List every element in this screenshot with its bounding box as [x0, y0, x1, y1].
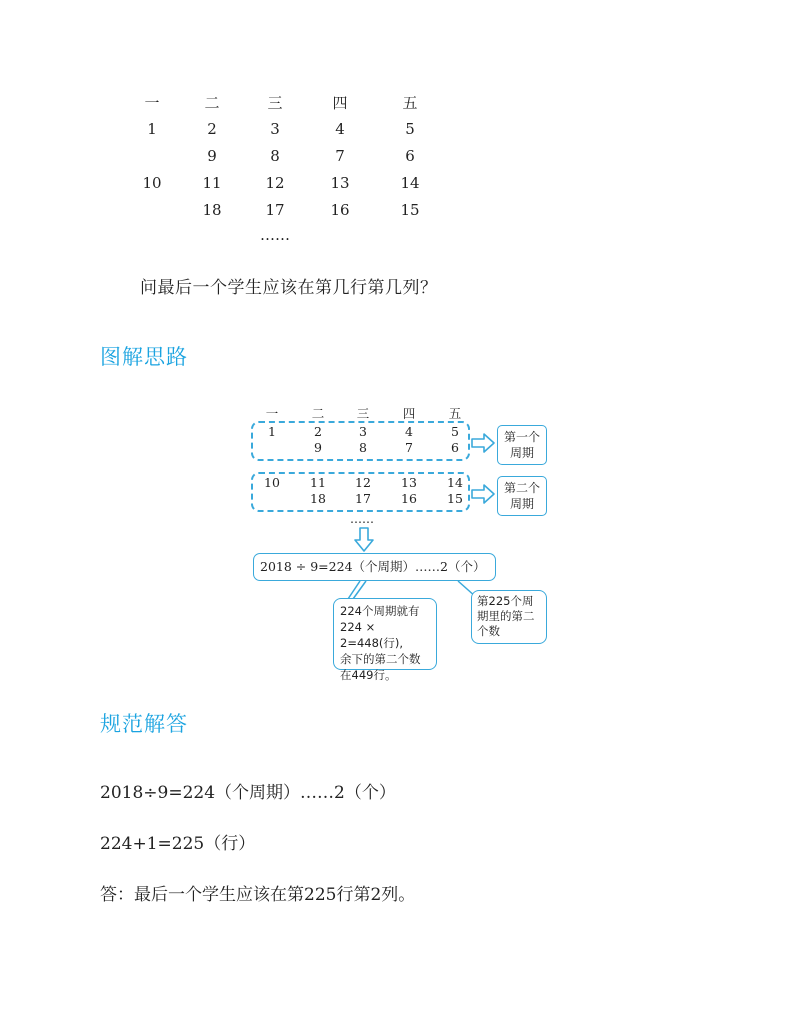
callout-line: 期里的第二	[477, 609, 535, 623]
diagram-header: 四	[402, 406, 416, 421]
diagram-cell: 14	[447, 475, 463, 490]
diagram-header: 三	[356, 406, 370, 421]
period-label-line: 周期	[509, 446, 534, 460]
period-label-2	[497, 476, 547, 516]
table-cell: 2	[207, 120, 217, 138]
callout-line: 个数	[477, 624, 500, 638]
diagram-cell: 6	[451, 440, 459, 455]
callout-right	[471, 590, 547, 644]
diagram-cell: 4	[405, 424, 413, 439]
table-cell: 16	[330, 201, 350, 219]
table-cell: 17	[265, 201, 285, 219]
diagram-heading: 图解思路	[100, 345, 188, 369]
diagram-header: 一	[265, 406, 279, 421]
table-cell: 6	[405, 147, 415, 165]
question-text: 问最后一个学生应该在第几行第几列？	[140, 278, 438, 298]
diagram-cell: 15	[447, 491, 463, 506]
callout-left	[333, 598, 437, 682]
period-label-line: 第二个	[503, 481, 540, 495]
diagram-ellipsis: ……	[350, 512, 374, 526]
table-cell: 1	[147, 120, 157, 138]
table-header: 五	[402, 94, 418, 112]
table-cell: 10	[142, 174, 162, 192]
diagram-cell: 18	[310, 491, 326, 506]
formula-box: 2018 ÷ 9=224（个周期）……2（个）	[253, 553, 496, 581]
answer-line: 答：最后一个学生应该在第225行第2列。	[100, 885, 416, 905]
table-cell: 12	[265, 174, 285, 192]
table-header: 三	[267, 94, 283, 112]
diagram-cell: 3	[359, 424, 367, 439]
table-cell: 13	[330, 174, 350, 192]
diagram-cell: 2	[314, 424, 322, 439]
callout-line: 224个周期就有	[340, 604, 420, 618]
solution-line-1: 2018÷9=224（个周期）……2（个）	[100, 783, 396, 803]
table-cell: 14	[400, 174, 420, 192]
table-header: 二	[204, 94, 220, 112]
callout-line: 余下的第二个数	[340, 652, 421, 666]
diagram-cell: 16	[401, 491, 417, 506]
solution-heading: 规范解答	[100, 712, 188, 736]
diagram-cell: 8	[359, 440, 367, 455]
table-cell: 4	[335, 120, 345, 138]
table-cell: 8	[270, 147, 280, 165]
table-cell: 5	[405, 120, 415, 138]
callout-line: 224 × 2=448(行),	[340, 620, 404, 650]
period-label-1	[497, 425, 547, 465]
callout-line: 在449行。	[340, 668, 397, 682]
diagram-cell: 5	[451, 424, 459, 439]
table-cell: 9	[207, 147, 217, 165]
diagram-cell: 17	[355, 491, 371, 506]
table-cell: 3	[270, 120, 280, 138]
diagram-cell: 1	[268, 424, 276, 439]
right-arrow-icon	[470, 482, 496, 506]
table-header: 一	[144, 94, 160, 112]
table-ellipsis: ……	[260, 226, 290, 244]
diagram-header: 二	[311, 406, 325, 421]
table-cell: 18	[202, 201, 222, 219]
table-cell: 7	[335, 147, 345, 165]
down-arrow-icon	[353, 527, 375, 553]
diagram-cell: 9	[314, 440, 322, 455]
diagram-cell: 11	[310, 475, 326, 490]
diagram-cell: 10	[264, 475, 280, 490]
table-header: 四	[332, 94, 348, 112]
callout-line: 第225个周	[477, 594, 534, 608]
table-cell: 11	[202, 174, 222, 192]
solution-line-2: 224+1=225（行）	[100, 834, 256, 854]
diagram-header: 五	[448, 406, 462, 421]
table-cell: 15	[400, 201, 420, 219]
period-label-line: 周期	[509, 497, 534, 511]
period-label-line: 第一个	[503, 430, 540, 444]
diagram-cell: 7	[405, 440, 413, 455]
diagram-cell: 12	[355, 475, 371, 490]
diagram-cell: 13	[401, 475, 417, 490]
right-arrow-icon	[470, 431, 496, 455]
